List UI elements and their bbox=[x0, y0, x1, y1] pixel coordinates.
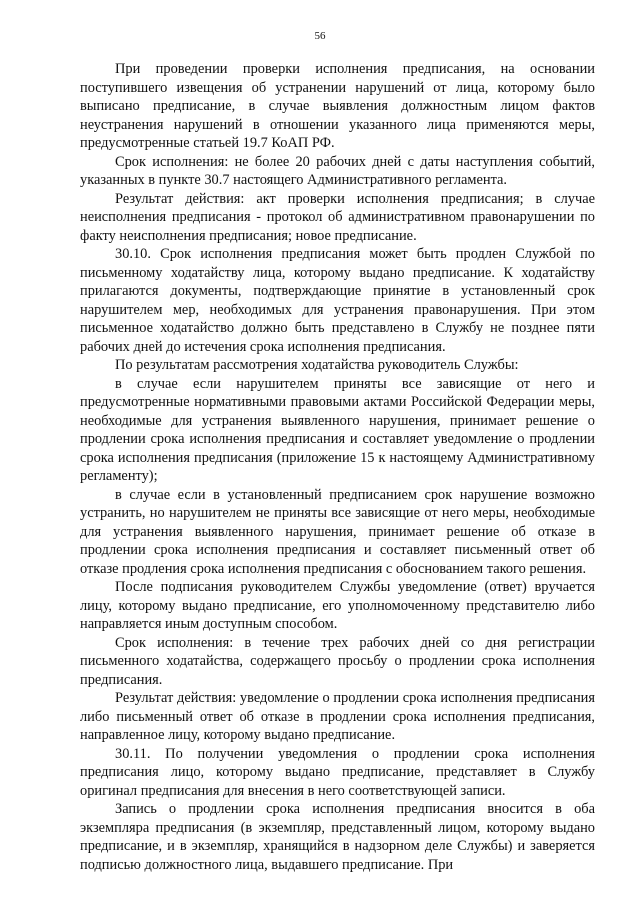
paragraph: После подписания руководителем Службы уведомление (ответ) вручается лицу, которому выдано предписание, его уполномоченному представителю либо направляется иным доступным способом. bbox=[80, 579, 595, 632]
document-body bbox=[80, 60, 595, 874]
paragraph: При проведении проверки исполнения предписания, на основании поступившего извещения об устранении нарушений от лица, которому было выписано предписание, в случае выявления должностным лицом фактов неустранения нарушений в отношении указанного лица применяются меры, предусмотренные статьей 19.7 КоАП РФ. bbox=[80, 61, 595, 151]
paragraph: Результат действия: уведомление о продлении срока исполнения предписания либо письменный ответ об отказе в продлении срока исполнения предписания, направленное лицу, которому выдано предписание. bbox=[80, 690, 595, 743]
paragraph: Результат действия: акт проверки исполнения предписания; в случае неисполнения предписания - протокол об административном правонарушении по факту неисполнения предписания; новое предписание. bbox=[80, 190, 595, 244]
paragraph: Срок исполнения: в течение трех рабочих дней со дня регистрации письменного ходатайства, содержащего просьбу о продлении срока исполнения предписания. bbox=[80, 634, 595, 688]
paragraph: в случае если в установленный предписанием срок нарушение возможно устранить, но нарушителем не приняты все зависящие от него меры, необходимые для устранения выявленного нарушения, принимает решение об отказе в продлении срока исполнения предписания и составляет письменный ответ об отказе продления срока исполнения предписания с обоснованием такого решения. bbox=[80, 486, 595, 577]
paragraph: 30.10. Срок исполнения предписания может быть продлен Службой по письменному ходатайству лица, которому выдано предписание. К ходатайству прилагаются документы, подтверждающие принятие в установленный срок нарушителем мер, необходимых для устранения правонарушения. При этом письменное ходатайство должно быть представлено в Службу не позднее пяти рабочих дней до истечения срока исполнения предписания. bbox=[80, 246, 595, 355]
paragraph: Срок исполнения: не более 20 рабочих дней с даты наступления событий, указанных в пункте 30.7 настоящего Административного регламента. bbox=[80, 153, 595, 188]
paragraph: 30.11. По получении уведомления о продлении срока исполнения предписания лицо, которому выдано предписание, представляет в Службу оригинал предписания для внесения в него соответствующей записи. bbox=[80, 745, 595, 799]
paragraph: в случае если нарушителем приняты все зависящие от него и предусмотренные нормативными правовыми актами Российской Федерации меры, необходимые для устранения выявленного нарушения, принимает решение о продлении срока исполнения предписания и составляет уведомление о продлении срока исполнения предписания (приложение 15 к настоящему Административному регламенту); bbox=[80, 375, 595, 484]
paragraph: Запись о продлении срока исполнения предписания вносится в оба экземпляра предписания (в экземпляр, представленный лицом, которому выдано предписание, и в экземпляр, хранящийся в надзорном деле Службы) и заверяется подписью должностного лица, выдавшего предписание. При bbox=[80, 801, 595, 873]
paragraph: По результатам рассмотрения ходатайства руководитель Службы: bbox=[115, 357, 519, 373]
page-number: 56 bbox=[314, 30, 326, 42]
